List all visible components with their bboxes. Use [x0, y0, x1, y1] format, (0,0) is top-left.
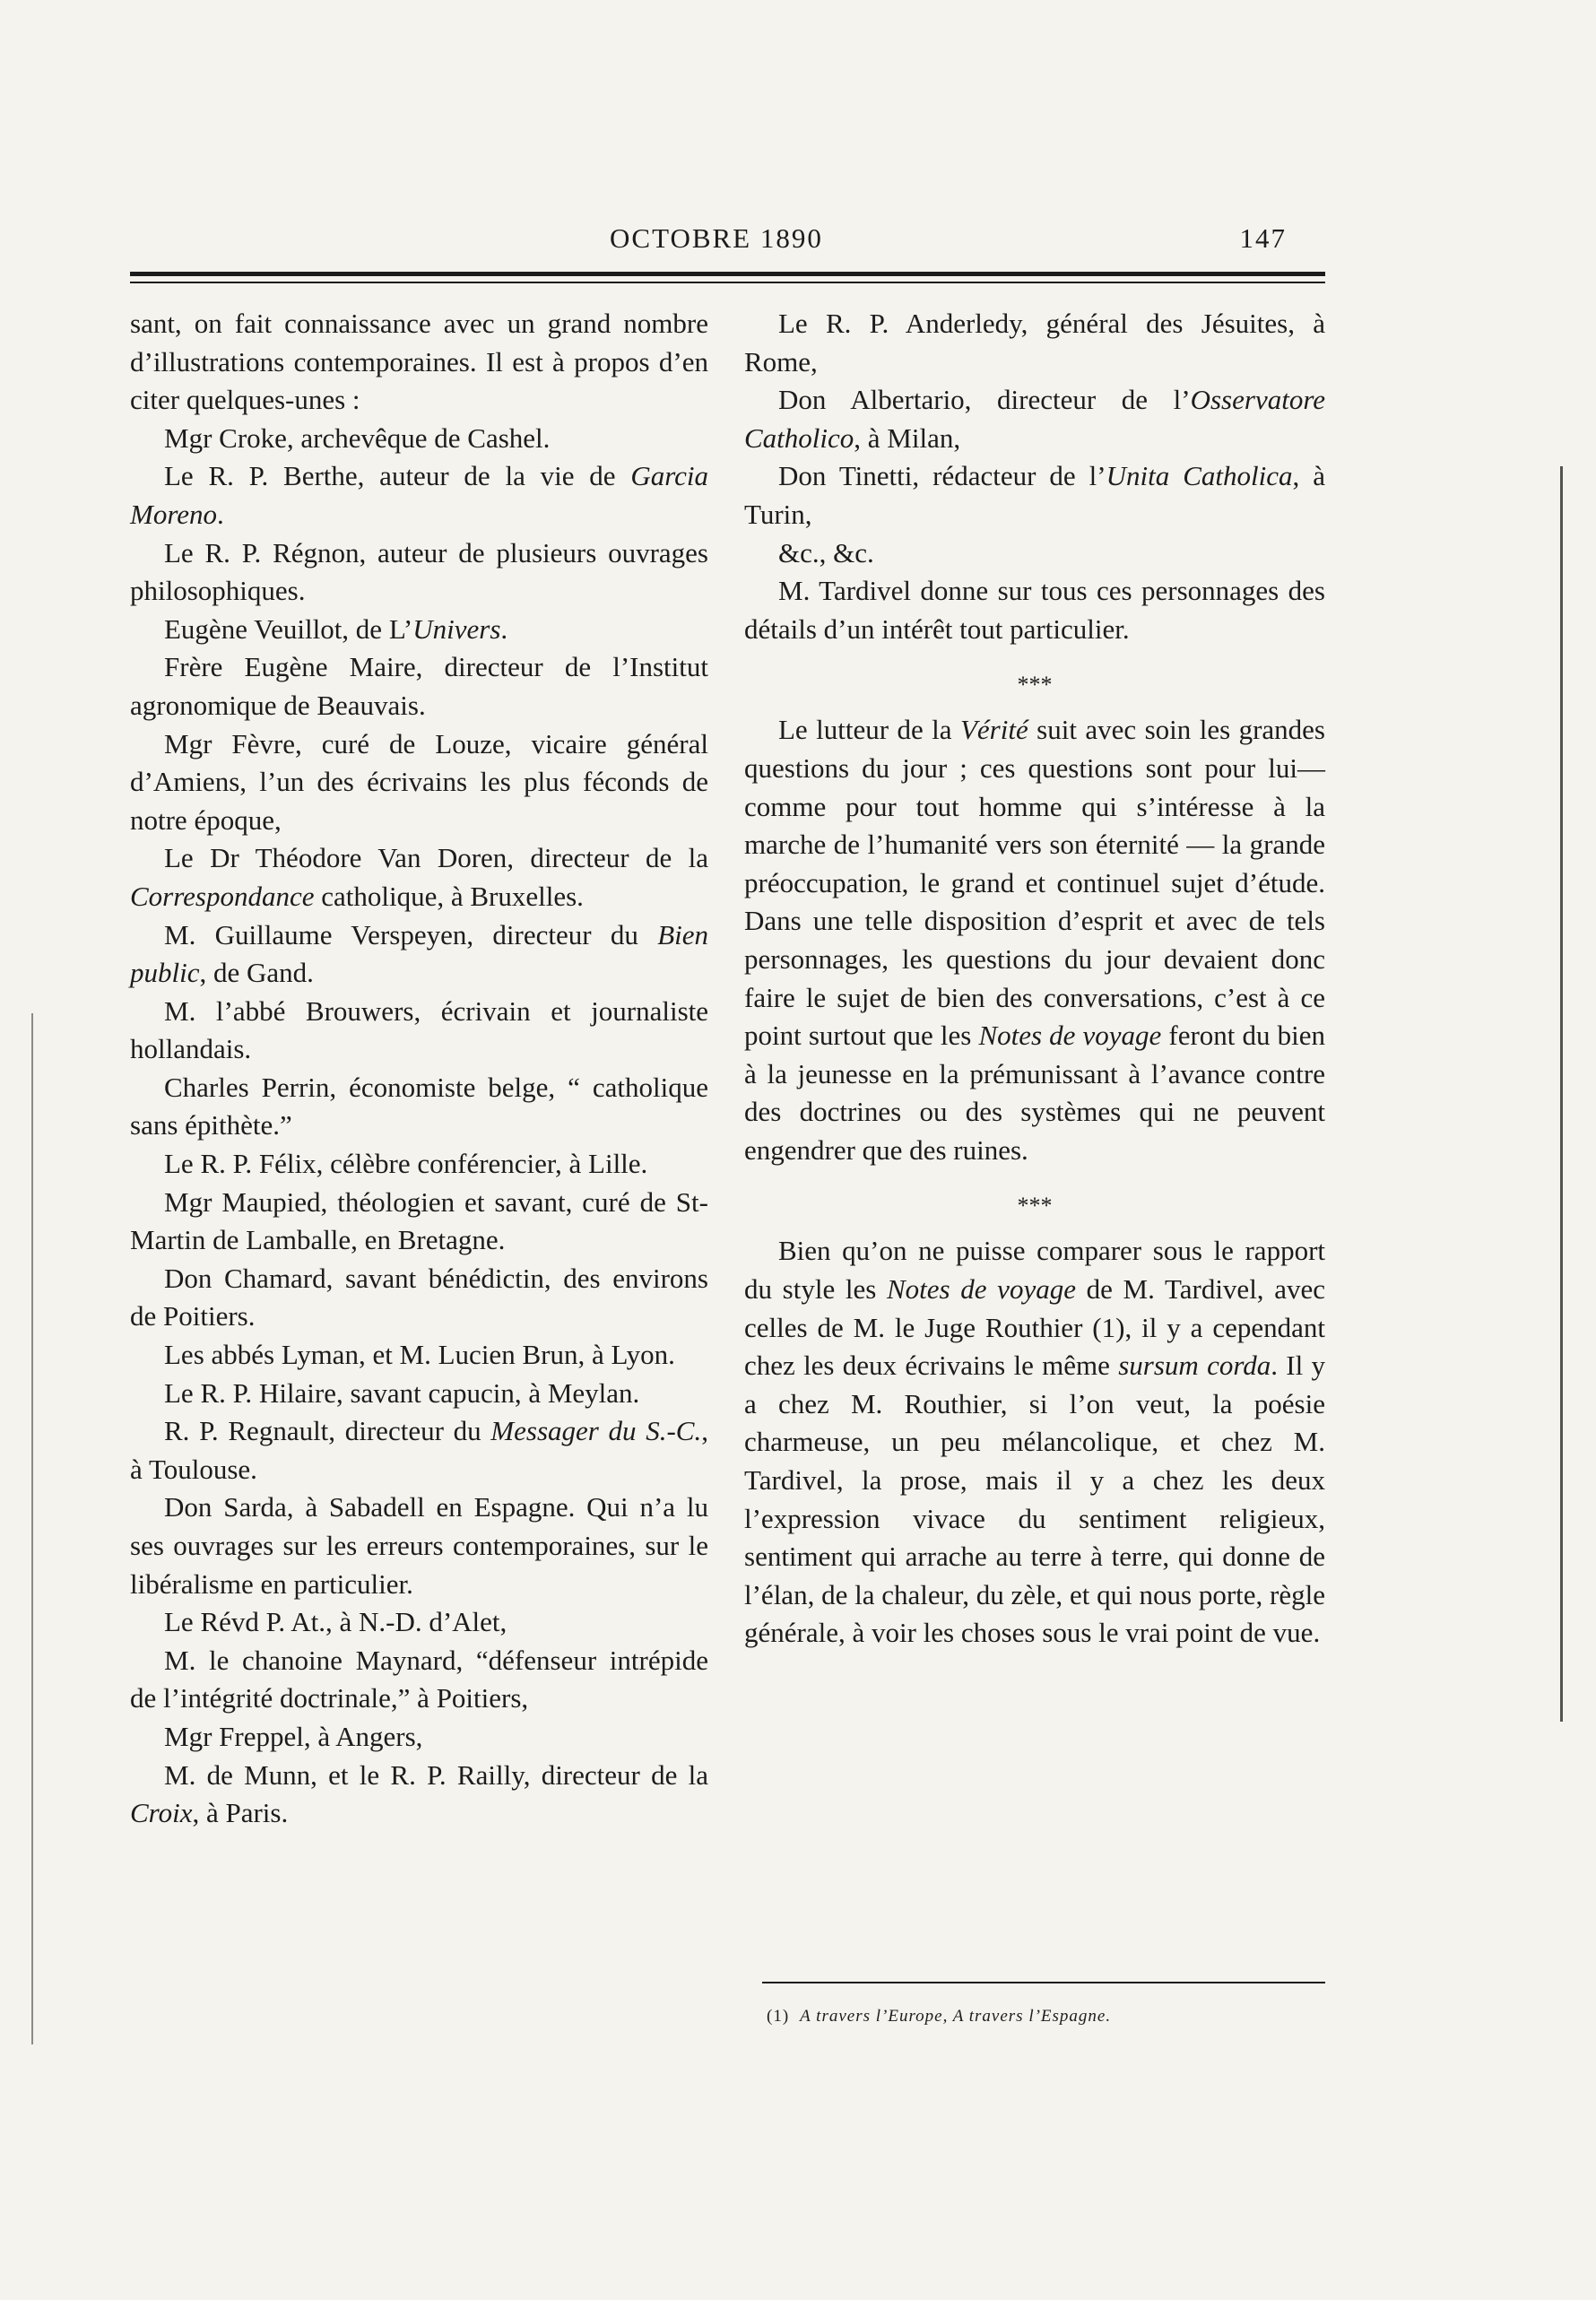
- list-item: [130, 1145, 708, 1184]
- footnote-rule: [762, 1982, 1325, 1983]
- page-header: [130, 222, 1287, 267]
- text-run: Le R. P. Régnon, auteur de plusieurs ouvrages philosophiques.: [130, 536, 708, 607]
- list-item: [130, 1642, 708, 1718]
- text-run: Le Dr Théodore Van Doren, directeur de la: [164, 842, 708, 874]
- text-run: Mgr Freppel, à Angers,: [164, 1720, 423, 1752]
- text-run: , de Gand.: [199, 957, 314, 989]
- paragraph-routhier: [744, 1232, 1325, 1653]
- text-run: feront du bien à la jeunesse en la prémunissant à l’avance contre des doctrines ou des systèmes qui ne peuvent engendrer que des ruines.: [744, 1020, 1325, 1166]
- separator-glyph: ***: [1017, 672, 1053, 699]
- text-run: Le R. P. Anderledy, général des Jésuites, à Rome,: [744, 308, 1325, 378]
- list-item: [130, 725, 708, 840]
- text-run: , à Turin,: [744, 460, 1326, 530]
- left-column: [130, 305, 708, 1833]
- section-separator-2: [744, 1193, 1325, 1219]
- italic-run: Notes de voyage: [886, 1273, 1076, 1306]
- text-run: catholique, à Bruxelles.: [314, 880, 584, 912]
- text-run: Don Sarda, à Sabadell en Espagne. Qui n’a lu ses ouvrages sur les erreurs contemporaines, sur le libéralisme en particulier.: [130, 1491, 708, 1600]
- list-item: [744, 572, 1325, 648]
- text-run: Mgr Fèvre, curé de Louze, vicaire général d’Amiens, l’un des écrivains les plus féconds de notre époque,: [130, 727, 708, 836]
- text-run: Le Révd P. At., à N.-D. d’Alet,: [164, 1606, 507, 1638]
- list-item: [130, 1488, 708, 1603]
- text-run: , à Toulouse.: [130, 1415, 708, 1485]
- italic-run: Osservatore Catholico: [744, 384, 1325, 454]
- list-item: [130, 648, 708, 725]
- text-run: Don Albertario, directeur de l’: [778, 384, 1191, 416]
- text-run: M. le chanoine Maynard, “défenseur intrépide de l’intégrité doctrinale,” à Poitiers,: [130, 1644, 708, 1714]
- header-rule-thin: [130, 282, 1325, 283]
- text-run: Frère Eugène Maire, directeur de l’Institut agronomique de Beauvais.: [130, 651, 708, 721]
- right-column: [744, 305, 1325, 1653]
- scan-edge-left: [31, 1013, 33, 2044]
- paragraph-verite: [744, 711, 1325, 1169]
- text-run: Mgr Croke, archevêque de Cashel.: [164, 421, 551, 454]
- page-number: 147: [1239, 222, 1287, 254]
- list-item: [130, 457, 708, 534]
- text-run: Don Chamard, savant bénédictin, des environs de Poitiers.: [130, 1262, 708, 1332]
- italic-run: Vérité: [959, 714, 1028, 746]
- italic-run: sursum corda: [1118, 1350, 1271, 1382]
- list-item: [130, 1260, 708, 1336]
- text-run: Le lutteur de la: [778, 714, 960, 746]
- text-run: Bien qu’on ne puisse comparer sous le rapport du style les: [744, 1235, 1325, 1306]
- italic-run: Croix: [130, 1797, 193, 1829]
- list-item: [130, 305, 708, 420]
- scan-edge-right: [1560, 466, 1563, 1722]
- text-run: M. de Munn, et le R. P. Railly, directeur de la: [164, 1758, 708, 1791]
- text-run: . Il y a chez M. Routhier, si l’on veut, la poésie charmeuse, un peu mélancolique, et chez M. Tardivel, la prose, mais il y a chez les deux l’expression vivace du sentiment religieux, sentiment qui arrache au terre à terre, qui donne de l’élan, de la chaleur, du zèle, et qui nous porte, règle générale, à voir les choses sous le vrai point de vue.: [744, 1350, 1326, 1649]
- footnote-text: A travers l’Europe, A travers l’Espagne.: [800, 2007, 1112, 2026]
- text-run: Mgr Maupied, théologien et savant, curé de St-Martin de Lamballe, en Bretagne.: [130, 1185, 708, 1256]
- list-item: [130, 1336, 708, 1375]
- text-run: R. P. Regnault, directeur du: [164, 1415, 491, 1447]
- text-run: .: [500, 612, 508, 645]
- text-run: Les abbés Lyman, et M. Lucien Brun, à Lyon.: [164, 1339, 675, 1371]
- list-item: [744, 305, 1325, 381]
- italic-run: Garcia Moreno: [130, 460, 708, 530]
- section-separator-1: [744, 672, 1325, 699]
- text-run: M. Guillaume Verspeyen, directeur du: [164, 918, 658, 950]
- right-list: [744, 305, 1325, 648]
- list-item: [130, 611, 708, 649]
- text-run: Eugène Veuillot, de L’: [164, 612, 413, 645]
- text-run: &c., &c.: [778, 536, 874, 568]
- list-item: [744, 534, 1325, 573]
- italic-run: Notes de voyage: [978, 1020, 1162, 1052]
- text-run: M. Tardivel donne sur tous ces personnages des détails d’un intérêt tout particulier.: [744, 575, 1325, 645]
- list-item: [130, 1184, 708, 1260]
- text-run: Le R. P. Félix, célèbre conférencier, à Lille.: [164, 1148, 648, 1180]
- text-run: Le R. P. Hilaire, savant capucin, à Meylan.: [164, 1376, 640, 1409]
- text-run: suit avec soin les grandes questions du jour ; ces questions sont pour lui—comme pour tout homme qui s’intéresse à la marche de l’humanité vers son éternité — la grande préoccupation, le grand et continuel sujet d’étude. Dans une telle disposition d’esprit et avec de tels personnages, les questions du jour devaient donc faire le sujet de bien des conversations, c’est à ce point surtout que les: [744, 714, 1325, 1052]
- list-item: [744, 457, 1325, 534]
- italic-run: Correspondance: [130, 880, 315, 912]
- italic-run: Bien public: [130, 918, 708, 989]
- text-run: M. l’abbé Brouwers, écrivain et journaliste hollandais.: [130, 994, 708, 1065]
- list-item: [130, 1375, 708, 1413]
- header-rule-thick: [130, 272, 1325, 276]
- text-run: , à Milan,: [854, 421, 961, 454]
- list-item: [130, 1603, 708, 1642]
- text-run: de M. Tardivel, avec celles de M. le Juge Routhier (1), il y a cependant chez les deux écrivains le même: [744, 1273, 1325, 1382]
- text-run: , à Paris.: [192, 1797, 289, 1829]
- list-item: [130, 916, 708, 993]
- list-item: [130, 839, 708, 916]
- list-item: [130, 1412, 708, 1488]
- list-item: [130, 1069, 708, 1145]
- list-item: [130, 993, 708, 1069]
- text-run: Don Tinetti, rédacteur de l’: [778, 460, 1106, 492]
- text-run: Charles Perrin, économiste belge, “ catholique sans épithète.”: [130, 1071, 708, 1141]
- italic-run: Unita Catholica: [1106, 460, 1293, 492]
- italic-run: Univers: [412, 612, 501, 645]
- list-item: [744, 381, 1325, 457]
- italic-run: Messager du S.-C.: [490, 1415, 702, 1447]
- footnote-mark: (1): [767, 2007, 790, 2026]
- list-item: [130, 1757, 708, 1833]
- text-run: .: [217, 498, 224, 530]
- separator-glyph: ***: [1017, 1193, 1053, 1219]
- text-run: Le R. P. Berthe, auteur de la vie de: [164, 460, 631, 492]
- list-item: [130, 1718, 708, 1757]
- list-item: [130, 534, 708, 611]
- text-run: sant, on fait connaissance avec un grand nombre d’illustrations contemporaines. Il est à propos d’en citer quelques-unes :: [130, 308, 708, 416]
- running-title: OCTOBRE 1890: [610, 222, 823, 254]
- list-item: [130, 420, 708, 458]
- footnote: [767, 2007, 1323, 2027]
